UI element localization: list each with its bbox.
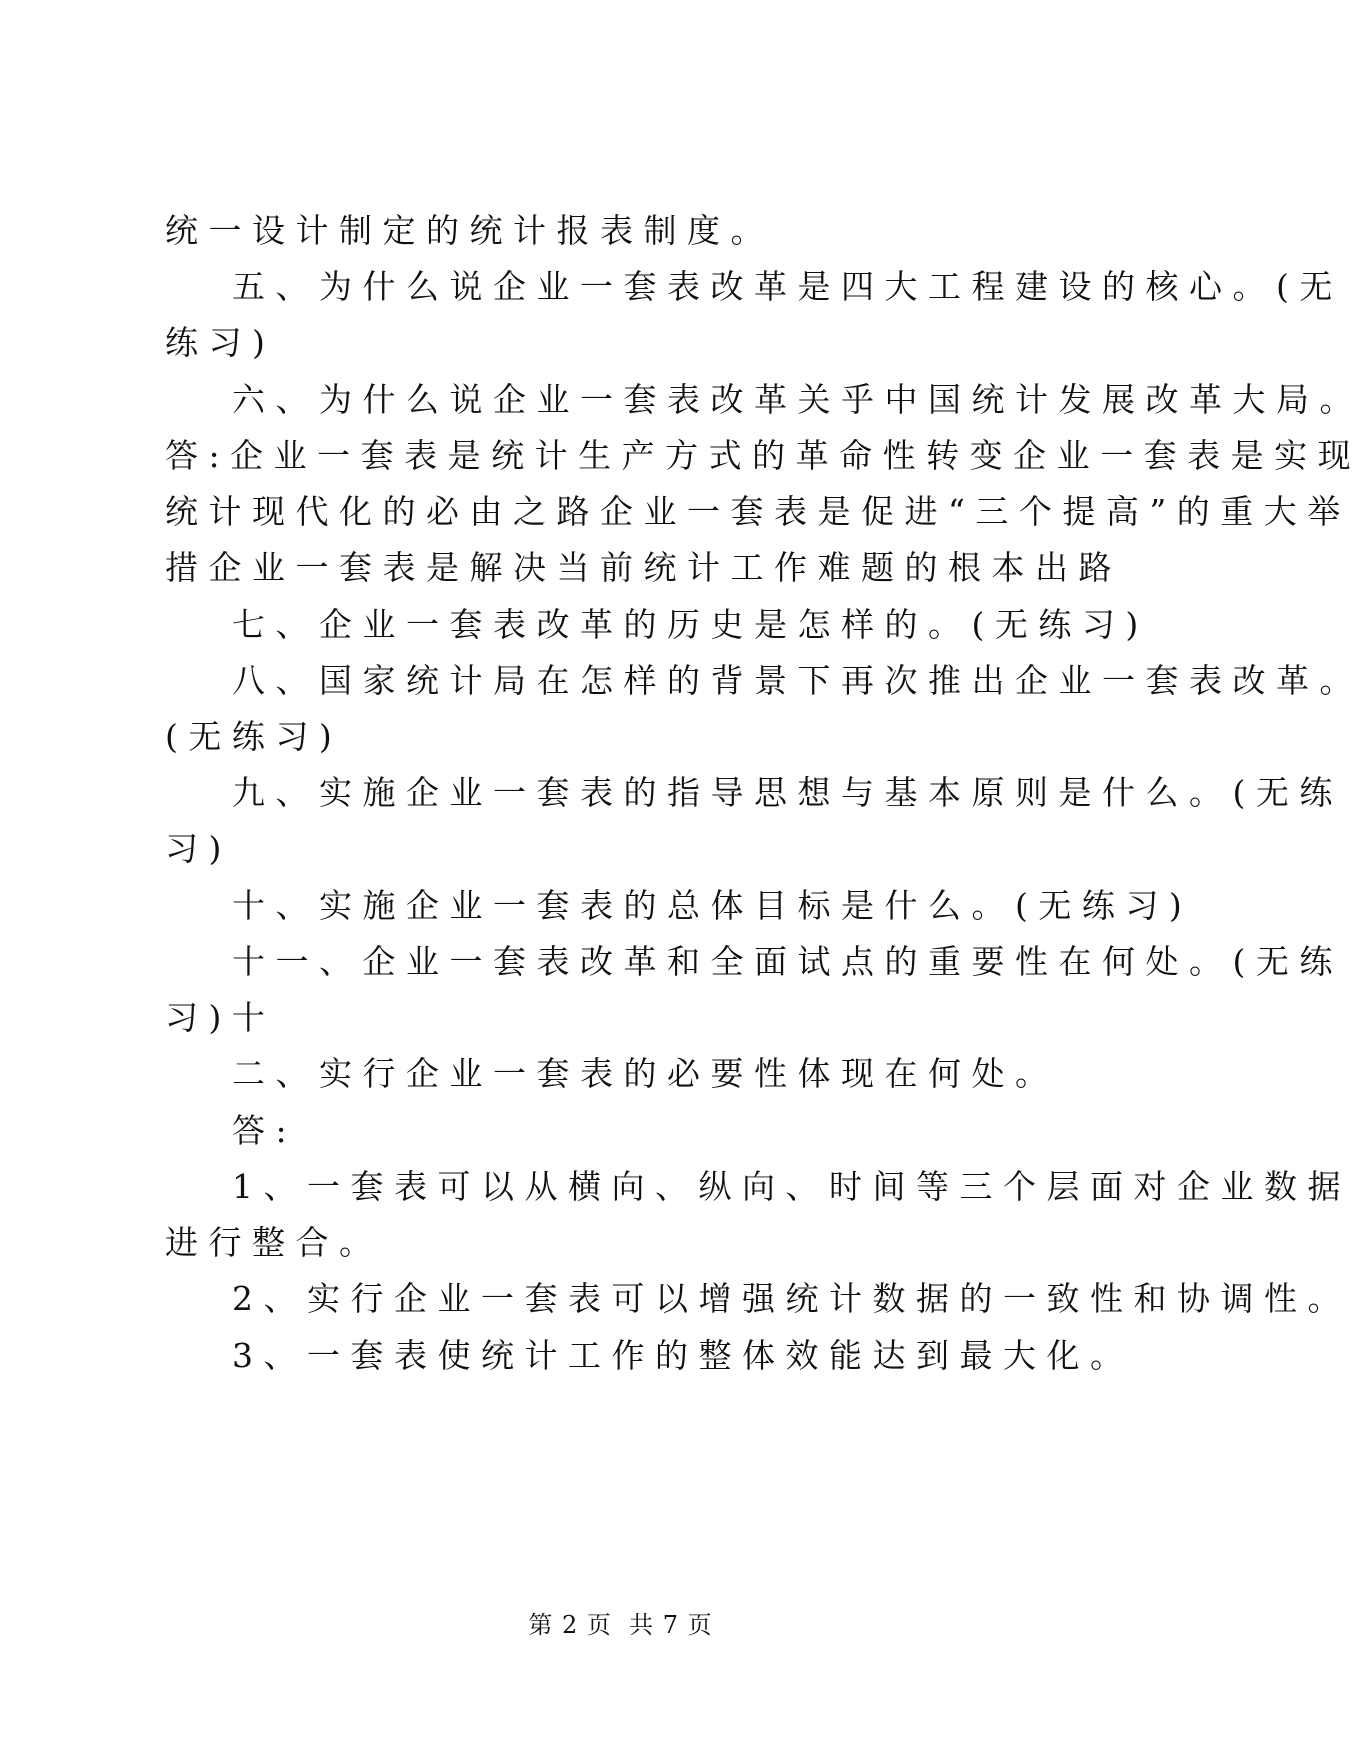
question-9-continuation: 习): [165, 829, 232, 868]
question-6-line: 六、为什么说企业一套表改革关乎中国统计发展改革大局。: [232, 380, 1363, 419]
answer-12-label: 答:: [232, 1111, 298, 1150]
answer-12-item-2: 2、实行企业一套表可以增强统计数据的一致性和协调性。: [232, 1279, 1351, 1318]
question-12-line: 二、实行企业一套表的必要性体现在何处。: [232, 1054, 1059, 1093]
question-8-continuation: (无练习): [165, 717, 343, 756]
page-footer: 第 2 页 共 7 页: [528, 1611, 713, 1639]
answer-12-item-1-continuation: 进行整合。: [165, 1223, 383, 1262]
question-7-line: 七、企业一套表改革的历史是怎样的。(无练习): [232, 605, 1149, 644]
question-11-continuation: 习)十: [165, 998, 276, 1037]
question-10-line: 十、实施企业一套表的总体目标是什么。(无练习): [232, 886, 1193, 925]
answer-12-item-1: 1、一套表可以从横向、纵向、时间等三个层面对企业数据: [232, 1167, 1351, 1206]
answer-6-line-1: 答:企业一套表是统计生产方式的革命性转变企业一套表是实现: [165, 436, 1362, 475]
question-9-line: 九、实施企业一套表的指导思想与基本原则是什么。(无练: [232, 773, 1343, 812]
question-8-line: 八、国家统计局在怎样的背景下再次推出企业一套表改革。: [232, 661, 1363, 700]
question-5-continuation: 练习): [165, 323, 276, 362]
question-5-line: 五、为什么说企业一套表改革是四大工程建设的核心。(无: [232, 267, 1343, 306]
answer-6-line-3: 措企业一套表是解决当前统计工作难题的根本出路: [165, 548, 1122, 587]
text-line-1: 统一设计制定的统计报表制度。: [165, 211, 774, 250]
question-11-line: 十一、企业一套表改革和全面试点的重要性在何处。(无练: [232, 942, 1343, 981]
answer-12-item-3: 3、一套表使统计工作的整体效能达到最大化。: [232, 1336, 1134, 1375]
answer-6-line-2: 统计现代化的必由之路企业一套表是促进“三个提高”的重大举: [165, 492, 1351, 531]
